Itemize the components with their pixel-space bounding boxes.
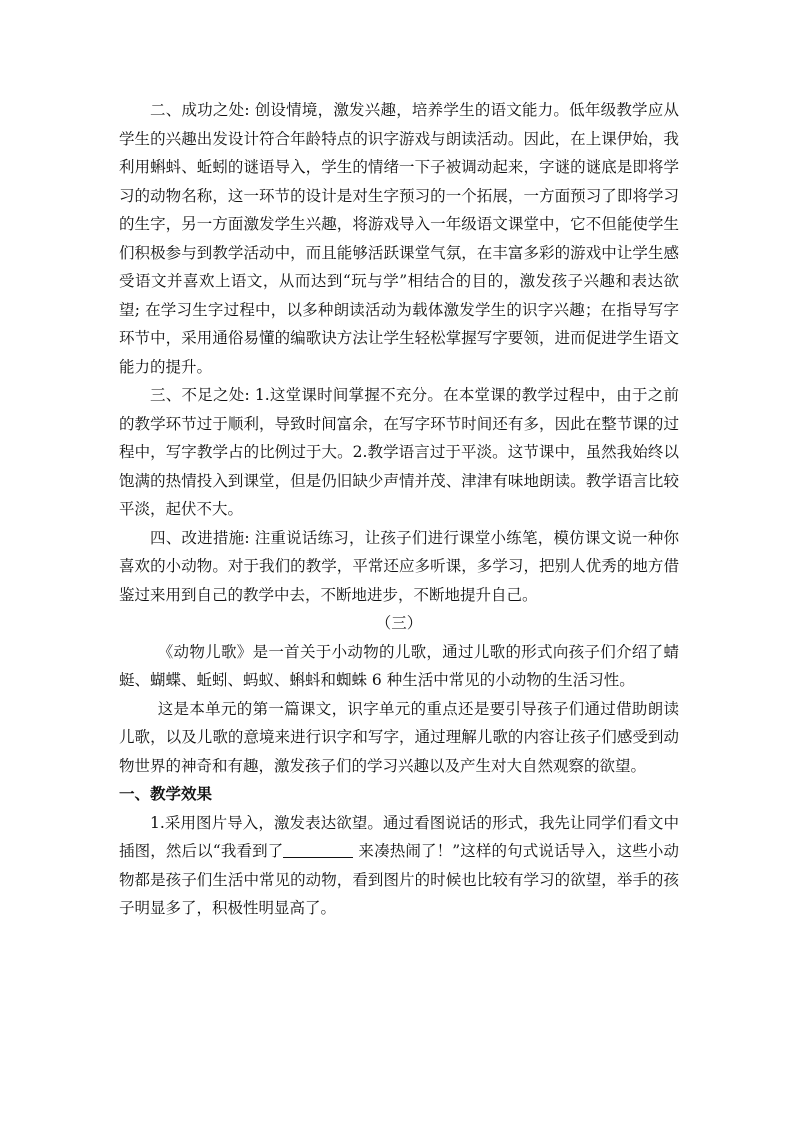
section-marker: （三） — [375, 614, 423, 632]
paragraph-success: 二、成功之处: 创设情境，激发兴趣，培养学生的语文能力。低年级教学应从学生的兴趣出发设计符合年龄特点的识字游戏与朗读活动。因此，在上课伊始，我利用蝌蚪、蚯蚓的谜语导入，学生的情绪一下子被调动起来，字谜的谜底是即将学习的动物名称，这一环节的设计是对生字预习的一个拓展，一方面预习了即将学习的生字，另一方面激发学生兴趣，将游戏导入一年级语文课堂中，它不但能使学生们积极参与到教学活动中，而且能够活跃课堂气氛，在丰富多彩的游戏中让学生感受语文并喜欢上语文，从而达到“玩与学”相结合的目的，激发孩子兴趣和表达欲望; 在学习生字过程中，以多种朗读活动为载体激发学生的识字兴趣；在指导写字环节中，采用通俗易懂的编歌诀方法让学生轻松掌握写字要领，进而促进学生语文能力的提升。 — [119, 101, 679, 376]
document-page — [119, 96, 679, 923]
heading-teaching-effect: 一、教学效果 — [119, 785, 213, 803]
paragraph-picture-intro — [119, 809, 679, 923]
picture-intro-text-before: 1.采用图片导入，激发表达欲望。通过看图说话的形式，我先让同学们看文中插图，然后以“我看到了 — [119, 813, 679, 860]
paragraph-intro: 《动物儿歌》是一首关于小动物的儿歌，通过儿歌的形式向孩子们介绍了蜻蜓、蝴蝶、蚯蚓、蚂蚁、蝌蚪和蜘蛛 6 种生活中常见的小动物的生活习性。 — [119, 642, 679, 689]
paragraph-unit-focus: 这是本单元的第一篇课文，识字单元的重点还是要引导孩子们通过借助朗读儿歌，以及儿歌的意境来进行识字和写字，通过理解儿歌的内容让孩子们感受到动物世界的神奇和有趣，激发孩子们的学习兴趣以及产生对大自然观察的欲望。 — [119, 699, 679, 775]
paragraph-improvements: 四、改进措施: 注重说话练习，让孩子们进行课堂小练笔，模仿课文说一种你喜欢的小动物。对于我们的教学，平常还应多听课，多学习，把别人优秀的地方借鉴过来用到自己的教学中去，不断地进步，不断地提升自己。 — [119, 528, 679, 604]
fill-in-blank-line — [283, 842, 353, 859]
picture-intro-text-after: 来凑热闹了！”这样的句式说话导入，这些小动物都是孩子们生活中常见的动物，看到图片的时候也比较有学习的欲望，举手的孩子明显多了，积极性明显高了。 — [119, 842, 679, 917]
paragraph-shortcomings: 三、不足之处: 1.这堂课时间掌握不充分。在本堂课的教学过程中，由于之前的教学环节过于顺利，导致时间富余，在写字环节时间还有多，因此在整节课的过程中，写字教学占的比例过于大。2.教学语言过于平淡。这节课中，虽然我始终以饱满的热情投入到课堂，但是仍旧缺少声情并茂、津津有味地朗读。教学语言比较平淡，起伏不大。 — [119, 386, 679, 518]
